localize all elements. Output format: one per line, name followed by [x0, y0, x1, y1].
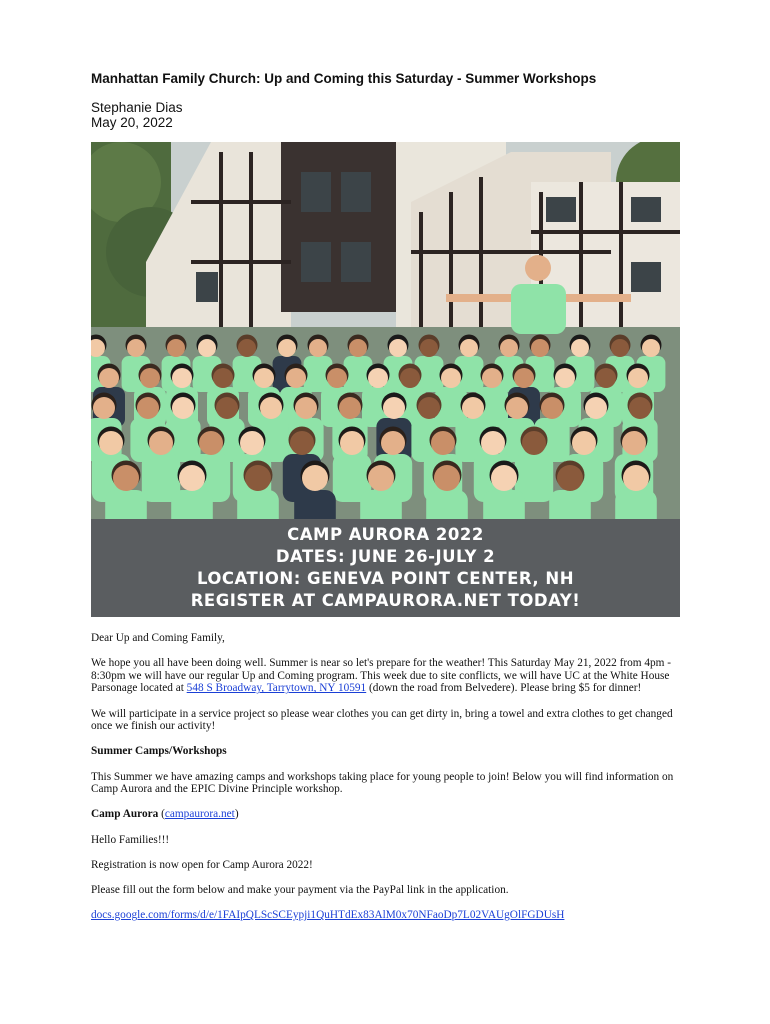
- person-face: [585, 397, 607, 419]
- banner-line-4: REGISTER AT CAMPAURORA.NET TODAY!: [190, 591, 581, 610]
- greeting: Dear Up and Coming Family,: [91, 632, 225, 644]
- person-face: [491, 465, 517, 491]
- person-face: [623, 465, 649, 491]
- paragraph-service: We will participate in a service project so please wear clothes you can get dirty in, bring a towel and extra clothes to get changed once we finish our activity!: [91, 707, 673, 733]
- person-face: [327, 368, 347, 388]
- email-body: [91, 632, 681, 934]
- person-face: [572, 431, 596, 455]
- person-face: [441, 368, 461, 388]
- campaurora-link[interactable]: campaurora.net: [164, 808, 235, 821]
- person-face: [295, 397, 317, 419]
- page-title: Manhattan Family Church: Up and Coming this Saturday - Summer Workshops: [91, 71, 597, 86]
- post-date: May 20, 2022: [91, 115, 173, 130]
- person-face: [149, 431, 173, 455]
- person-face: [628, 368, 648, 388]
- person-face: [622, 431, 646, 455]
- paragraph-registration: Registration is now open for Camp Aurora 2022!: [91, 858, 313, 871]
- person-face: [213, 368, 233, 388]
- person-face: [99, 368, 119, 388]
- paren-close: ): [234, 808, 239, 821]
- person-face: [629, 397, 651, 419]
- person-face: [340, 431, 364, 455]
- person-face: [381, 431, 405, 455]
- camp-banner: [91, 519, 680, 617]
- person-face: [571, 339, 589, 357]
- person-face: [140, 368, 160, 388]
- camp-aurora-line: [91, 808, 681, 821]
- person-face: [389, 339, 407, 357]
- person-face: [368, 465, 394, 491]
- person-face: [240, 431, 264, 455]
- person-face: [596, 368, 616, 388]
- person-face: [302, 465, 328, 491]
- person-face: [541, 397, 563, 419]
- person-face: [339, 397, 361, 419]
- person-face: [216, 397, 238, 419]
- person-face: [514, 368, 534, 388]
- form-link-line: [91, 909, 681, 922]
- person-face: [172, 397, 194, 419]
- person-face: [431, 431, 455, 455]
- person-face: [309, 339, 327, 357]
- person-face: [420, 339, 438, 357]
- person-face: [400, 368, 420, 388]
- person-face: [127, 339, 145, 357]
- person-face: [198, 339, 216, 357]
- person-face: [286, 368, 306, 388]
- person-face: [254, 368, 274, 388]
- address-link[interactable]: 548 S Broadway, Tarrytown, NY 10591: [186, 682, 367, 695]
- section-heading: Summer Camps/Workshops: [91, 745, 227, 758]
- banner-line-1: CAMP AURORA 2022: [287, 525, 484, 544]
- person-face: [531, 339, 549, 357]
- person-face: [368, 368, 388, 388]
- person-face: [383, 397, 405, 419]
- camp-label: Camp Aurora: [91, 808, 159, 821]
- intro-text-end: (down the road from Belvedere). Please bring $5 for dinner!: [366, 682, 642, 695]
- person-face: [500, 339, 518, 357]
- raised-person-face: [525, 255, 551, 281]
- person-face: [238, 339, 256, 357]
- google-form-link[interactable]: docs.google.com/forms/d/e/1FAIpQLScSCEypji1QuHTdEx83AlM0x70NFaoDp7L02VAUgOlFGDUsH: [91, 909, 565, 922]
- person-face: [260, 397, 282, 419]
- person-face: [642, 339, 660, 357]
- person-face: [93, 397, 115, 419]
- person-face: [290, 431, 314, 455]
- person-face: [349, 339, 367, 357]
- person-face: [113, 465, 139, 491]
- banner-line-2: DATES: JUNE 26-JULY 2: [275, 547, 496, 566]
- person-face: [506, 397, 528, 419]
- banner-line-3: LOCATION: GENEVA POINT CENTER, NH: [196, 569, 575, 588]
- person-face: [418, 397, 440, 419]
- author-name: Stephanie Dias: [91, 100, 183, 115]
- paragraph-summer: This Summer we have amazing camps and workshops taking place for young people to join! Below you will find information on Camp Aurora and the EPIC Divine Principle workshop.: [91, 770, 674, 796]
- person-face: [611, 339, 629, 357]
- person-face: [137, 397, 159, 419]
- person-face: [481, 431, 505, 455]
- person-face: [179, 465, 205, 491]
- person-face: [199, 431, 223, 455]
- person-face: [434, 465, 460, 491]
- paren-open: (: [158, 808, 165, 821]
- person-face: [245, 465, 271, 491]
- person-face: [172, 368, 192, 388]
- person-face: [167, 339, 185, 357]
- intro-text: We hope you all have been doing well. Summer is near so let's prepare for the weather! This Saturday May 21, 2022 from 4pm - 8:30pm we will have our regular Up and Coming program. This week due to site conflicts, we will have UC at the White House Parsonage located at: [91, 657, 672, 695]
- paragraph-hello: Hello Families!!!: [91, 833, 170, 846]
- person-face: [462, 397, 484, 419]
- person-face: [460, 339, 478, 357]
- raised-person-shirt: [511, 284, 566, 334]
- person-face: [278, 339, 296, 357]
- paragraph-intro: [91, 657, 681, 695]
- person-face: [555, 368, 575, 388]
- person-face: [557, 465, 583, 491]
- person-face: [99, 431, 123, 455]
- paragraph-instructions: Please fill out the form below and make your payment via the PayPal link in the application.: [91, 883, 509, 896]
- person-face: [522, 431, 546, 455]
- person-face: [482, 368, 502, 388]
